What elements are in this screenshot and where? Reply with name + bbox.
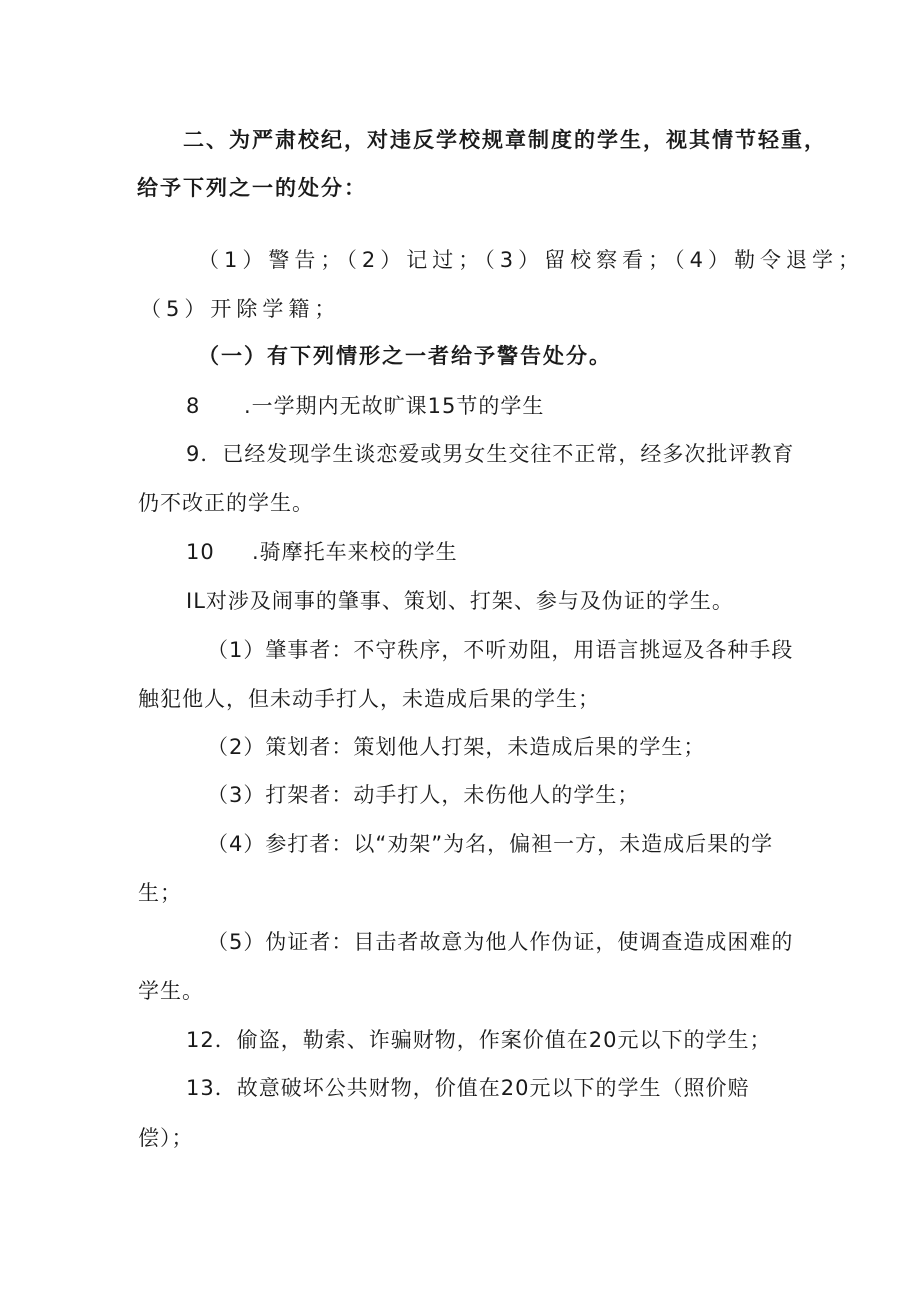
item-9-line-2: 仍不改正的学生。: [138, 491, 314, 515]
section-two-line-2: 给予下列之一的处分：: [137, 176, 367, 200]
item-8-text: .一学期内无故旷课15节的学生: [244, 394, 545, 418]
sub-2-line-1: （2）策划者：策划他人打架，未造成后果的学生；: [207, 735, 706, 759]
sub-1-line-2: 触犯他人，但未动手打人，未造成后果的学生；: [138, 687, 600, 711]
punishments-line-2: （5）开除学籍；: [140, 297, 341, 321]
section-two-line-1: 二、为严肃校纪，对违反学校规章制度的学生，视其情节轻重，: [183, 128, 827, 152]
sub-1-line-1: （1）肇事者：不守秩序，不听劝阻，用语言挑逗及各种手段: [207, 638, 794, 662]
sub-4-line-1: （4）参打者：以“劝架”为名，偏袒一方，未造成后果的学: [207, 832, 774, 856]
item-13-line-2: 偿）；: [138, 1126, 194, 1150]
punishments-line-1: （1）警告；（2）记过；（3）留校察看；（4）勒令退学；: [198, 248, 864, 272]
subsection-one-heading: （一）有下列情形之一者给予警告处分。: [198, 344, 612, 368]
item-10-number: 10: [186, 540, 215, 564]
sub-3-line-1: （3）打架者：动手打人，未伤他人的学生；: [207, 783, 640, 807]
item-8-number: 8: [186, 394, 201, 418]
item-10-text: .骑摩托车来校的学生: [252, 540, 458, 564]
item-12-line-1: 12．偷盗，勒索、诈骗财物，作案价值在20元以下的学生；: [186, 1028, 772, 1052]
sub-5-line-2: 学生。: [138, 979, 204, 1003]
item-13-line-1: 13．故意破坏公共财物，价值在20元以下的学生（照价赔: [186, 1076, 750, 1100]
item-9-line-1: 9．已经发现学生谈恋爱或男女生交往不正常，经多次批评教育: [186, 442, 795, 466]
sub-4-line-2: 生；: [138, 881, 182, 905]
sub-5-line-1: （5）伪证者：目击者故意为他人作伪证，使调查造成困难的: [207, 930, 794, 954]
item-11-line-1: IL对涉及闹事的肇事、策划、打架、参与及伪证的学生。: [186, 589, 734, 613]
